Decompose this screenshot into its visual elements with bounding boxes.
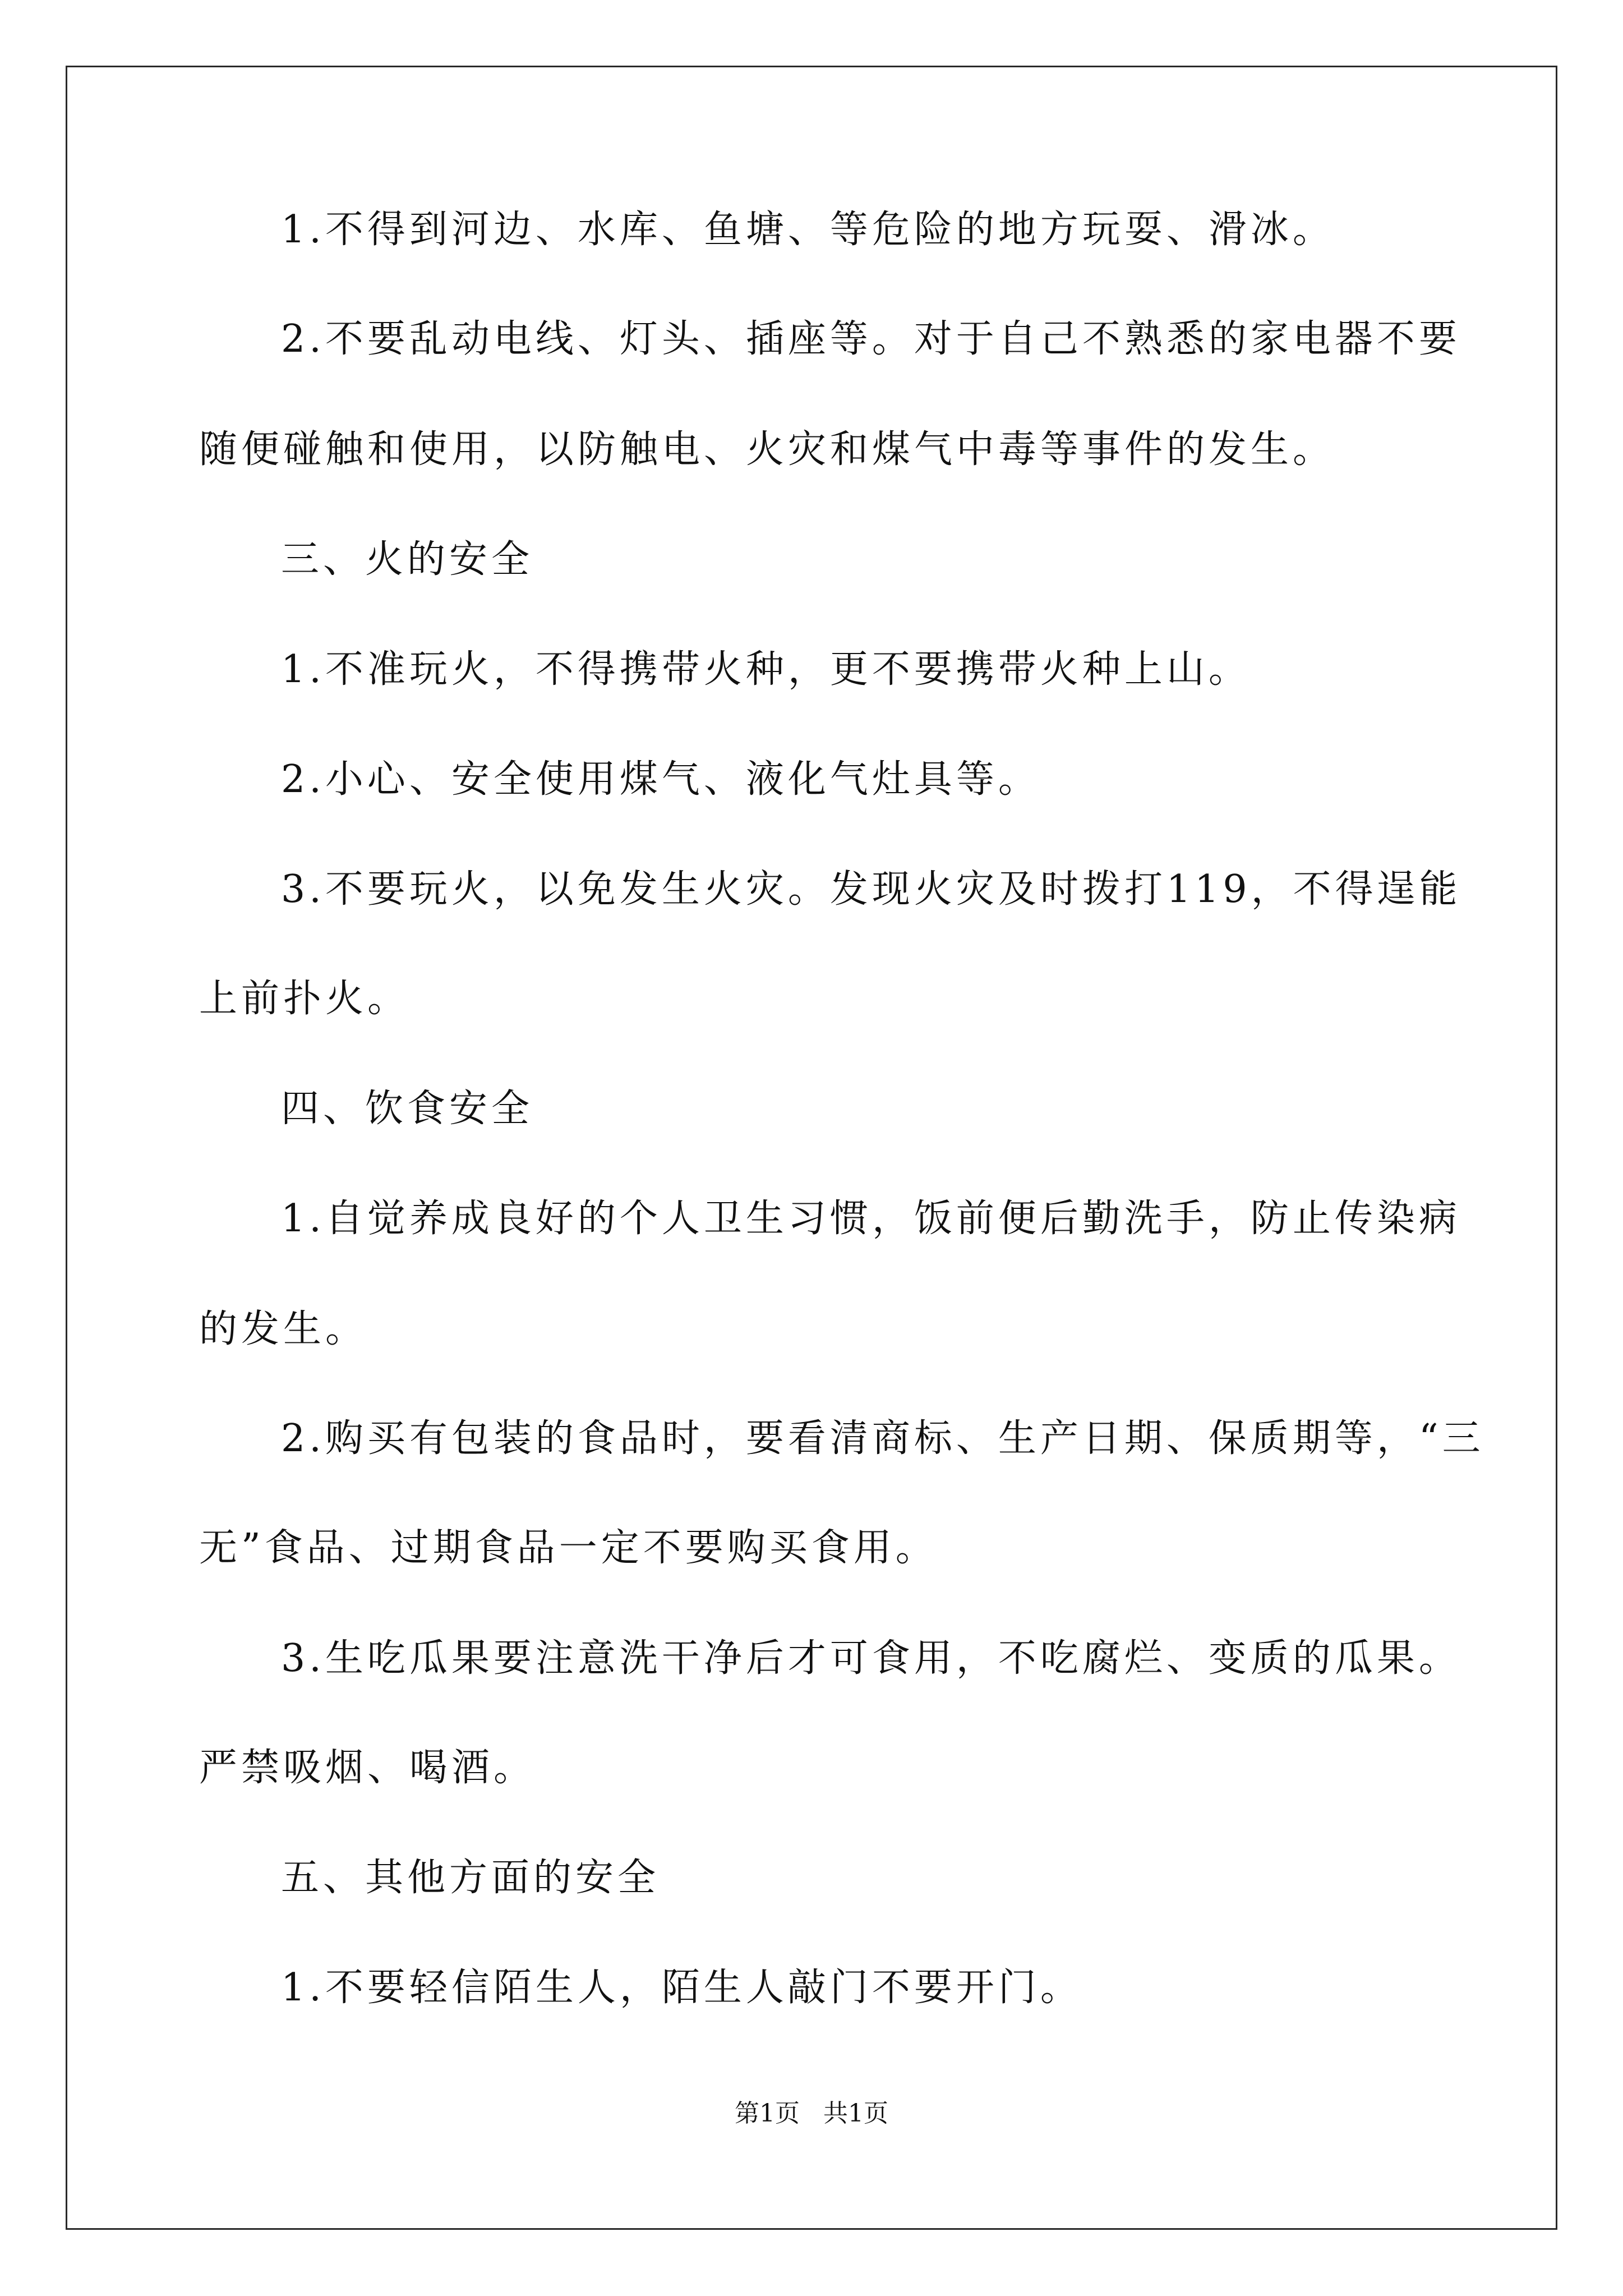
paragraph-line: 上前扑火。 (199, 977, 410, 1021)
paragraph-line: 随便碰触和使用，以防触电、火灾和煤气中毒等事件的发生。 (199, 427, 1335, 472)
section-heading: 五、其他方面的安全 (281, 1856, 660, 1900)
paragraph-line: 的发生。 (199, 1307, 368, 1351)
paragraph-line: 2.不要乱动电线、灯头、插座等。对于自己不熟悉的家电器不要 (281, 317, 1461, 361)
page-border (66, 66, 1557, 2230)
paragraph-line: 1.自觉养成良好的个人卫生习惯，饭前便后勤洗手，防止传染病 (281, 1197, 1461, 1241)
section-heading: 四、饮食安全 (281, 1087, 534, 1131)
paragraph-line: 3.生吃瓜果要注意洗干净后才可食用，不吃腐烂、变质的瓜果。 (281, 1636, 1461, 1681)
paragraph-line: 2.购买有包装的食品时，要看清商标、生产日期、保质期等，“三 (281, 1416, 1484, 1461)
paragraph-line: 严禁吸烟、喝酒。 (199, 1746, 536, 1790)
paragraph-line: 1.不准玩火，不得携带火种，更不要携带火种上山。 (281, 647, 1251, 692)
paragraph-line: 2.小心、安全使用煤气、液化气灶具等。 (281, 757, 1040, 802)
section-heading: 三、火的安全 (281, 537, 534, 582)
paragraph-line: 3.不要玩火，以免发生火灾。发现火灾及时拨打119，不得逞能 (281, 867, 1461, 912)
paragraph-line: 无”食品、过期食品一定不要购买食用。 (199, 1526, 938, 1570)
page-number-footer: 第1页 共1页 (735, 2099, 888, 2128)
paragraph-line: 1.不要轻信陌生人，陌生人敲门不要开门。 (281, 1966, 1082, 2010)
paragraph-line: 1.不得到河边、水库、鱼塘、等危险的地方玩耍、滑冰。 (281, 208, 1335, 252)
